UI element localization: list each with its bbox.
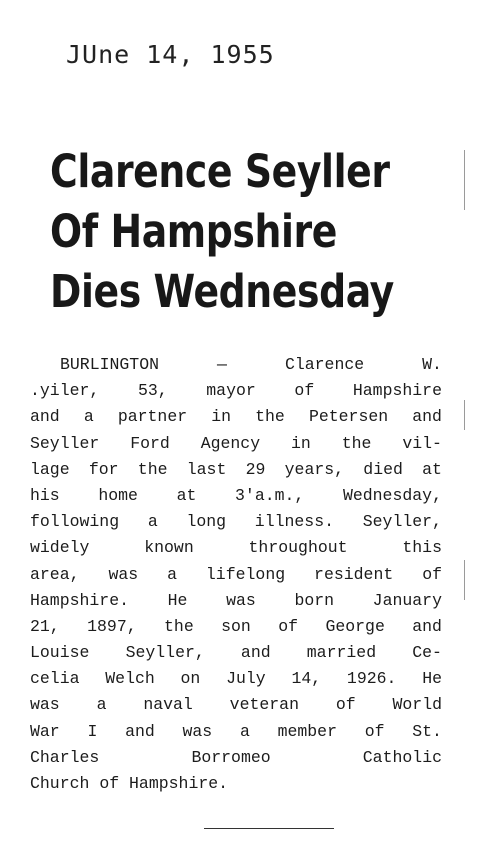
article-word: illness. xyxy=(254,512,335,532)
article-word: following xyxy=(30,512,120,532)
paper-edge-mark xyxy=(464,150,465,210)
article-line xyxy=(30,431,442,457)
article-word: vil- xyxy=(402,433,442,453)
article-word: was xyxy=(226,590,256,610)
article-word: the xyxy=(255,407,285,427)
article-word: Borromeo xyxy=(191,747,271,767)
article-line xyxy=(30,457,442,483)
article-word: for xyxy=(88,459,119,479)
article-line xyxy=(30,588,442,614)
article-word: Seyller, xyxy=(362,512,442,532)
article-word: 3'a.m., xyxy=(235,485,305,505)
article-word: his xyxy=(30,485,60,505)
article-word: this xyxy=(402,538,442,558)
article-word: and xyxy=(30,407,60,427)
article-word: throughout xyxy=(248,538,348,558)
article-word: Louise xyxy=(30,643,90,663)
article-line xyxy=(30,692,442,718)
article-word: home xyxy=(98,485,138,505)
article-word: 53, xyxy=(137,381,168,401)
article-word: a xyxy=(147,512,158,532)
article-line xyxy=(30,666,442,692)
article-word: Seyller xyxy=(30,433,100,453)
article-word: War xyxy=(30,721,60,741)
article-word: July xyxy=(226,669,266,689)
article-word: Agency xyxy=(200,433,261,453)
article-word: Catholic xyxy=(362,747,442,767)
article-word: last xyxy=(186,459,227,479)
article-word: 21, xyxy=(30,616,60,636)
article-word: veteran xyxy=(229,695,299,715)
article-line xyxy=(30,509,442,535)
article-word: I xyxy=(87,721,98,741)
article-word: partner xyxy=(117,407,188,427)
end-rule xyxy=(204,828,334,829)
article-word: and xyxy=(125,721,155,741)
article-word: 14, xyxy=(291,669,322,689)
article-word: Welch xyxy=(105,669,155,689)
article-word: Charles xyxy=(30,747,100,767)
article-word: Petersen xyxy=(308,407,389,427)
article-word: Clarence xyxy=(284,355,365,374)
article-word: Ford xyxy=(130,433,170,453)
paper-edge-mark xyxy=(464,560,465,600)
article-word: a xyxy=(167,564,177,584)
article-word: known xyxy=(144,538,194,558)
article-word: in xyxy=(211,407,232,427)
article-word: years, xyxy=(284,459,345,479)
article-word: naval xyxy=(143,695,193,715)
article-word: widely xyxy=(30,538,90,558)
article-word: lifelong xyxy=(205,564,286,584)
article-line xyxy=(30,614,442,640)
article-line xyxy=(30,640,442,666)
article-word: on xyxy=(180,669,201,689)
article-word: Hampshire. xyxy=(30,590,130,610)
article-line xyxy=(30,535,442,561)
article-word: married xyxy=(306,643,377,663)
article-line xyxy=(30,719,442,745)
article-line xyxy=(30,771,442,797)
article-line xyxy=(30,404,442,430)
article-word: and xyxy=(240,643,271,663)
article-word: was xyxy=(108,564,139,584)
article-word: January xyxy=(372,590,442,610)
article-word: resident xyxy=(314,564,394,584)
article-word: St. xyxy=(412,721,442,741)
article-word: the xyxy=(137,459,168,479)
article-word: at xyxy=(422,459,442,479)
article-word: Seyller, xyxy=(125,643,205,663)
article-word: of xyxy=(278,616,299,636)
article-line xyxy=(30,745,442,771)
article-word: Wednesday, xyxy=(342,485,442,505)
article-line xyxy=(30,483,442,509)
article-word: the xyxy=(341,433,372,453)
clipping-date: JUne 14, 1955 xyxy=(66,40,275,69)
article-word: the xyxy=(164,616,194,636)
article-word: in xyxy=(291,433,311,453)
article-word: He xyxy=(167,590,188,610)
article-word: lage xyxy=(30,459,70,479)
article-word: died xyxy=(363,459,403,479)
article-word: of xyxy=(294,381,315,401)
article-word: — xyxy=(217,355,227,374)
article-word: area, xyxy=(30,564,80,584)
article-word: Hampshire xyxy=(352,381,442,401)
article-word: member xyxy=(277,721,337,741)
headline-line-1: Clarence Seyller xyxy=(50,145,390,198)
article-word: He xyxy=(422,669,442,689)
article-word: born xyxy=(294,590,335,610)
article-word: was xyxy=(182,721,213,741)
headline xyxy=(50,142,450,322)
article-word: George xyxy=(325,616,385,636)
article-word: World xyxy=(392,695,442,715)
headline-line-3: Dies Wednesday xyxy=(50,265,394,318)
article-word: Hampshire. xyxy=(129,774,229,793)
article-line xyxy=(30,352,442,378)
article-word: of xyxy=(364,721,385,741)
article-word: W. xyxy=(422,355,442,374)
article-word: a xyxy=(96,695,107,715)
article-word: at xyxy=(176,485,197,505)
headline-line-2: Of Hampshire xyxy=(50,205,337,258)
article-word: of xyxy=(422,564,442,584)
article-word: BURLINGTON xyxy=(60,355,160,374)
article-word: mayor xyxy=(206,381,256,401)
article-line xyxy=(30,378,442,404)
article-word: son xyxy=(221,616,251,636)
article-word: 29 xyxy=(245,459,266,479)
article-word: Ce- xyxy=(412,643,442,663)
article-body xyxy=(30,352,442,797)
article-word: a xyxy=(83,407,94,427)
article-word: a xyxy=(239,721,250,741)
article-word: 1897, xyxy=(87,616,137,636)
article-word: 1926. xyxy=(346,669,397,689)
article-word: and xyxy=(412,616,442,636)
article-word: Church xyxy=(30,774,100,793)
paper-edge-mark xyxy=(464,400,465,430)
article-word: .yiler, xyxy=(30,381,100,401)
article-word: was xyxy=(30,695,60,715)
article-line xyxy=(30,562,442,588)
article-word: celia xyxy=(30,669,80,689)
article-word: of xyxy=(335,695,356,715)
article-word: long xyxy=(186,512,227,532)
article-word: and xyxy=(412,407,442,427)
article-word: of xyxy=(99,774,130,793)
